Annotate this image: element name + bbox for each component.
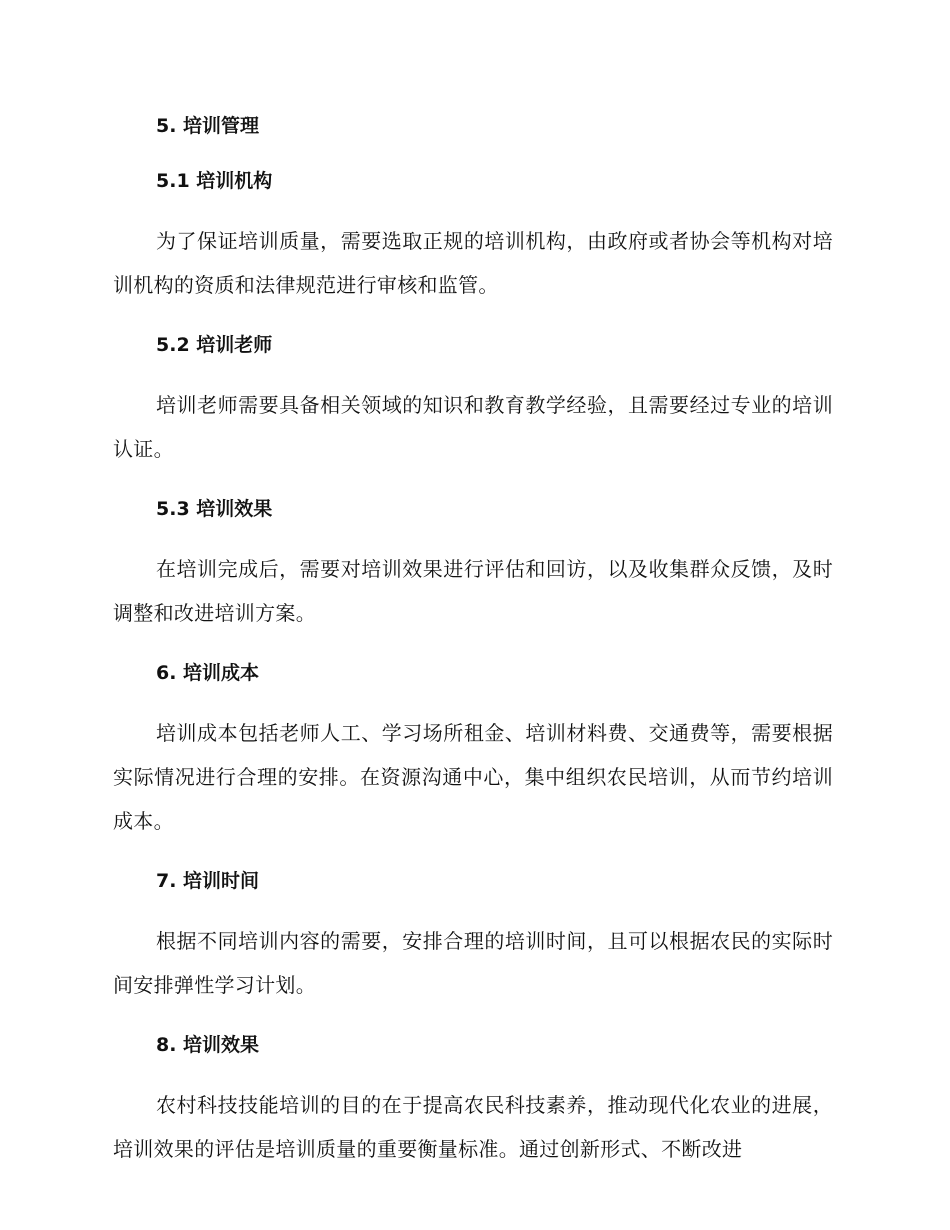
section-heading-6: 6. 培训成本 xyxy=(156,662,260,684)
section-heading-8: 8. 培训效果 xyxy=(156,1034,260,1056)
paragraph-training-institution: 为了保证培训质量，需要选取正规的培训机构，由政府或者协会等机构对培训机构的资质和法律规范进行审核和监管。 xyxy=(113,229,833,297)
paragraph-training-teacher: 培训老师需要具备相关领域的知识和教育教学经验，且需要经过专业的培训认证。 xyxy=(113,393,833,461)
paragraph-training-cost: 培训成本包括老师人工、学习场所租金、培训材料费、交通费等，需要根据实际情况进行合理的安排。在资源沟通中心，集中组织农民培训，从而节约培训成本。 xyxy=(113,721,833,833)
document-page xyxy=(113,110,833,1171)
section-heading-5: 5. 培训管理 xyxy=(156,115,260,137)
paragraph-training-outcome: 农村科技技能培训的目的在于提高农民科技素养，推动现代化农业的进展，培训效果的评估是培训质量的重要衡量标准。通过创新形式、不断改进 xyxy=(113,1093,833,1161)
section-heading-5-3: 5.3 培训效果 xyxy=(156,498,273,520)
section-heading-5-1: 5.1 培训机构 xyxy=(156,170,273,192)
paragraph-training-effect: 在培训完成后，需要对培训效果进行评估和回访，以及收集群众反馈，及时调整和改进培训方案。 xyxy=(113,557,833,625)
section-heading-7: 7. 培训时间 xyxy=(156,870,260,892)
section-heading-5-2: 5.2 培训老师 xyxy=(156,334,273,356)
paragraph-training-time: 根据不同培训内容的需要，安排合理的培训时间，且可以根据农民的实际时间安排弹性学习计划。 xyxy=(113,929,833,997)
